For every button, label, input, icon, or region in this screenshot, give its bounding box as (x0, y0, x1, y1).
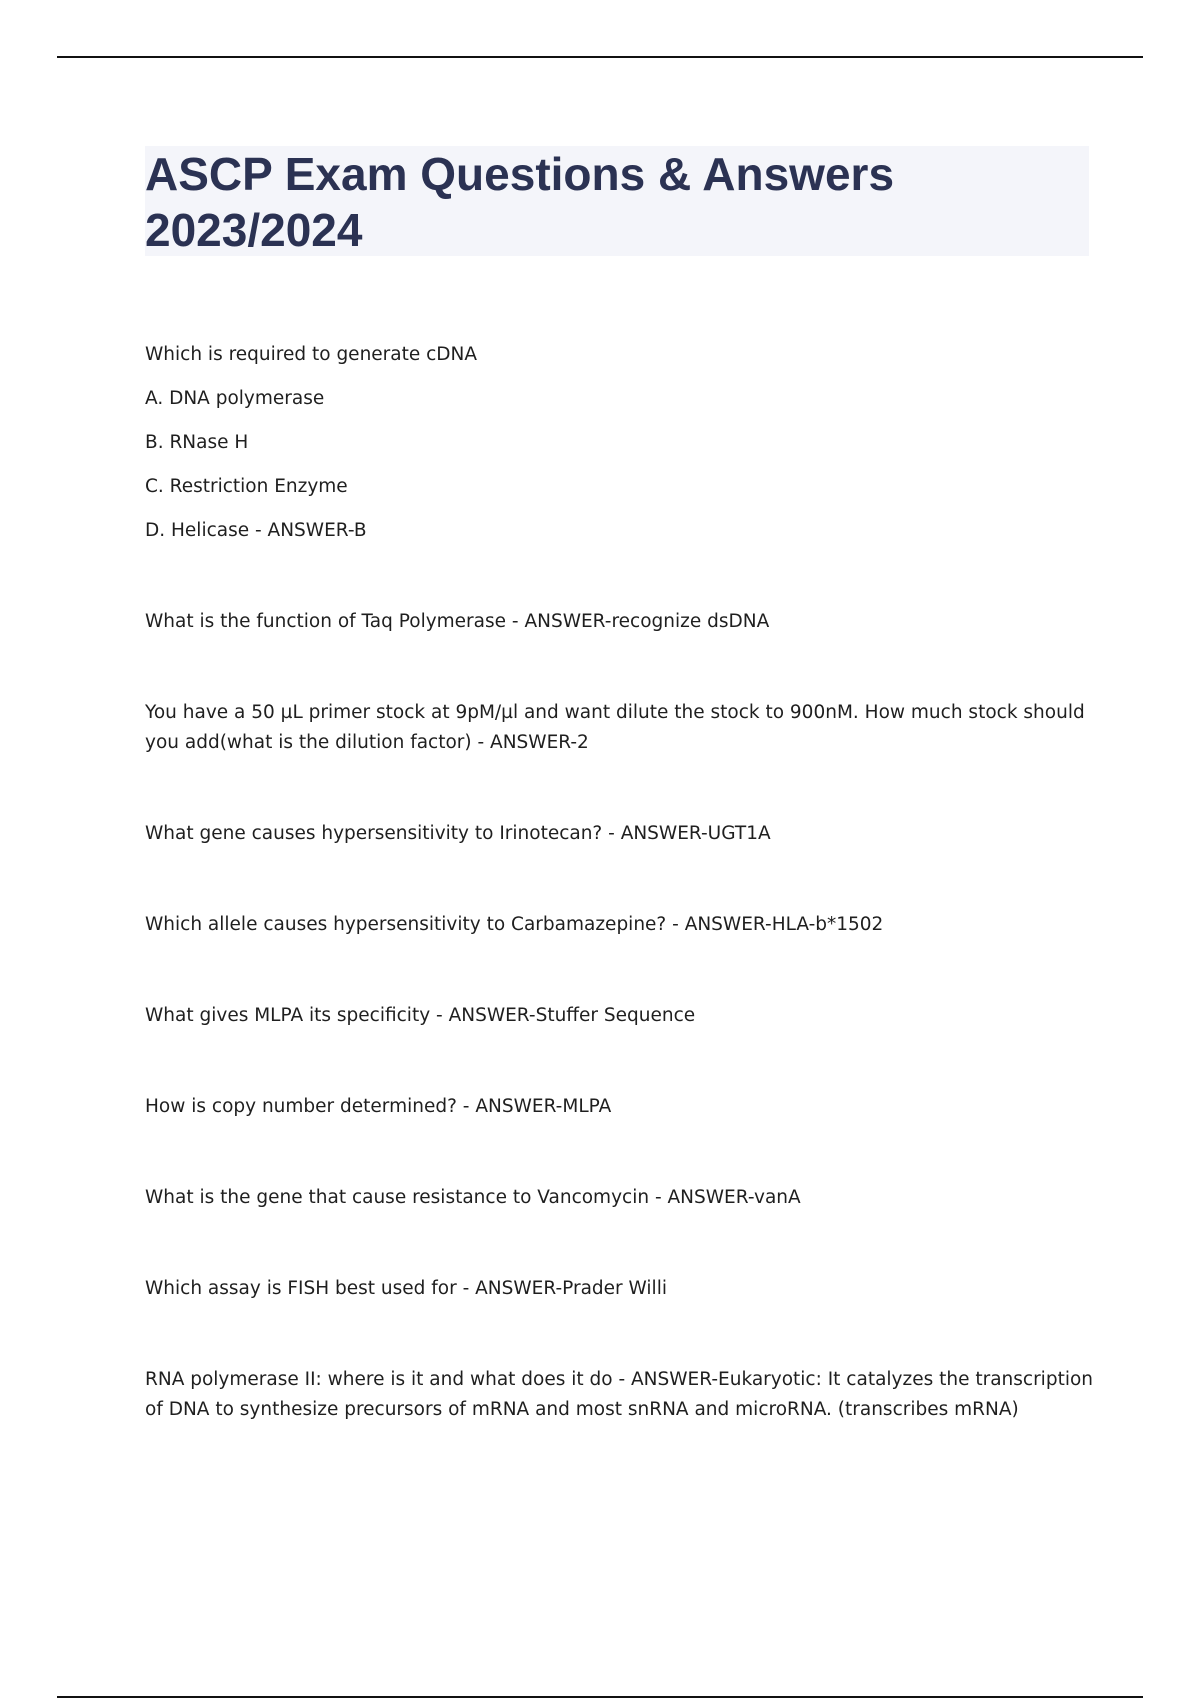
question-item (145, 1183, 1095, 1213)
answer-option-a: A. DNA polymerase (145, 388, 325, 409)
question-text: You have a 50 µL primer stock at 9pM/µl and want dilute the stock to 900nM. How much stock should you add(what is the dilution factor) - ANSWER-2 (145, 702, 1091, 753)
question-text: RNA polymerase II: where is it and what does it do - ANSWER-Eukaryotic: It catalyzes the transcription of DNA to synthesize precursors of mRNA and most snRNA and microRNA. (transcribes mRNA) (145, 1369, 1099, 1420)
answer-option-b: B. RNase H (145, 432, 249, 453)
question-item (145, 698, 1095, 758)
question-text: What gene causes hypersensitivity to Irinotecan? - ANSWER-UGT1A (145, 823, 771, 844)
question-item (145, 819, 1095, 849)
document-title: ASCP Exam Questions & Answers 2023/2024 (145, 148, 895, 256)
question-text: What gives MLPA its specificity - ANSWER-Stuffer Sequence (145, 1005, 696, 1026)
question-text: How is copy number determined? - ANSWER-MLPA (145, 1096, 612, 1117)
bottom-rule (57, 1696, 1143, 1698)
question-prompt: Which is required to generate cDNA (145, 344, 478, 365)
answer-option-c: C. Restriction Enzyme (145, 476, 348, 497)
question-item (145, 1274, 1095, 1304)
document-content (145, 340, 1099, 1425)
title-block (145, 146, 1089, 256)
answer-option-d: D. Helicase - ANSWER-B (145, 520, 367, 541)
question-text: Which allele causes hypersensitivity to Carbamazepine? - ANSWER-HLA-b*1502 (145, 914, 884, 935)
question-text: Which assay is FISH best used for - ANSWER-Prader Willi (145, 1278, 667, 1299)
question-text: What is the function of Taq Polymerase - ANSWER-recognize dsDNA (145, 611, 770, 632)
question-1 (145, 340, 1095, 546)
question-text: What is the gene that cause resistance to Vancomycin - ANSWER-vanA (145, 1187, 801, 1208)
question-item (145, 1092, 1095, 1122)
question-item (145, 607, 1095, 637)
question-item (145, 1001, 1095, 1031)
top-rule (57, 56, 1143, 58)
question-item (145, 1365, 1099, 1425)
question-item (145, 910, 1095, 940)
